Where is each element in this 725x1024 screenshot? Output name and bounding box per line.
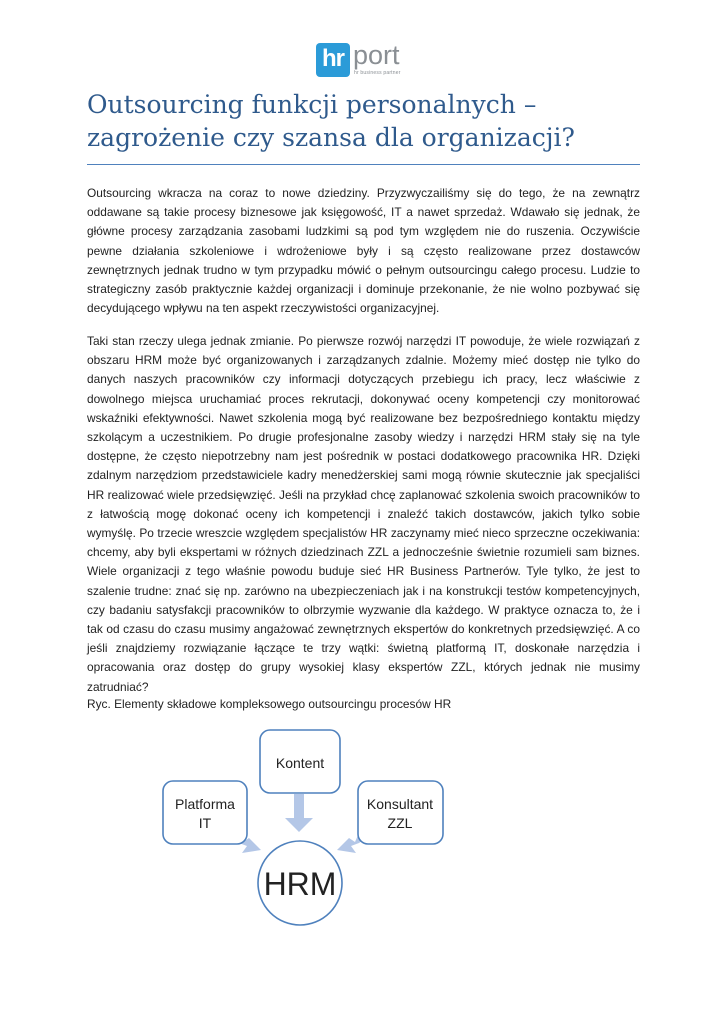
paragraph-2: Taki stan rzeczy ulega jednak zmianie. Po pierwsze rozwój narzędzi IT powoduje, że wiele rozwiązań z obszaru HRM może być organizowanych i zarządzanych zdalnie. Możemy mieć dostęp nie tylko do danych naszych pracowników czy informacji dotyczących przebiegu ich pracy, lecz właściwie z dowolnego miejsca uruchamiać proces rekrutacji, dokonywać oceny kompetencji czy monitorować wskaźniki efektywności. Nawet szkolenia mogą być realizowane bez bezpośredniego kontaktu między szkolącym a uczestnikiem. Po drugie profesjonalne zasoby wiedzy i narzędzi HRM stały się na tyle dostępne, że często niepotrzebny nam jest pośrednik w postaci dodatkowego pracownika HR. Dzięki zdalnym narzędziom przedstawiciele kadry menedżerskiej sami mogą równie skutecznie jak specjaliści HR realizować wiele przedsięwzięć. Jeśli na przykład chcę zaplanować szkolenia swoich pracowników to z łatwością mogę dokonać oceny ich kompetencji i znaleźć takich dostawców, jakich tylko sobie wymyślę. Po trzecie wreszcie względem specjalistów HR zaczynamy mieć nieco sprzeczne oczekiwania: chcemy, aby byli ekspertami w różnych dziedzinach ZZL a jednocześnie świetnie rozumieli sam biznes. Wiele organizacji z tego właśnie powodu buduje sieć HR Business Partnerów. Tyle tylko, że jest to szalenie trudne: znać się np. zarówno na ubezpieczeniach jak i na konstrukcji testów kompetencyjnych, czy badaniu satysfakcji pracowników to olbrzymie wyzwanie dla każdego. W praktyce oznacza to, że i tak od czasu do czasu musimy angażować zewnętrznych ekspertów do konkretnych przedsięwzięć. A co jeśli znajdziemy rozwiązanie łączące te trzy wątki: świetną platformą IT, doskonałe narzędzia i opracowania oraz dostęp do grupy wysokiej klasy ekspertów ZZL, których jednak nie musimy zatrudniać?	[87, 334, 640, 694]
logo-tagline: hr business partner	[354, 70, 401, 76]
paragraph-1: Outsourcing wkracza na coraz to nowe dziedziny. Przyzwyczailiśmy się do tego, że na zewnątrz oddawane są takie procesy biznesowe jak księgowość, IT a nawet sprzedaż. Wdawało się jednak, że główne procesy zarządzania zasobami ludzkimi są pod tym względem nie do ruszenia. Oczywiście pewne działania szkoleniowe i wdrożeniowe były i są często realizowane przez dostawców zewnętrznych jednak trudno w tym przypadku mówić o pełnym outsourcingu całego procesu. Ludzie to strategiczny zasób praktycznie każdej organizacji i dominuje przekonanie, że nie wolno pozbywać się decydującego wpływu na ten aspekt rzeczywistości organizacyjnej.	[87, 186, 640, 316]
arrow-top-to-center	[285, 794, 313, 832]
logo-mark: hr	[316, 43, 350, 77]
node-left-box	[163, 781, 247, 844]
node-center-label: HRM	[263, 866, 337, 902]
logo-word: port	[353, 40, 400, 70]
figure-caption: Ryc. Elementy składowe kompleksowego outsourcingu procesów HR	[87, 697, 452, 711]
title-line-2: zagrożenie czy szansa dla organizacji?	[87, 123, 575, 152]
node-left-label-line2: IT	[198, 815, 212, 831]
node-right-box	[358, 781, 443, 844]
node-right-label-line2: ZZL	[387, 815, 413, 831]
node-left-label-line1: Platforma	[175, 796, 235, 812]
title-line-1: Outsourcing funkcji personalnych –	[87, 90, 537, 119]
node-right-label-line1: Konsultant	[366, 796, 434, 812]
node-top-label: Kontent	[275, 755, 325, 771]
